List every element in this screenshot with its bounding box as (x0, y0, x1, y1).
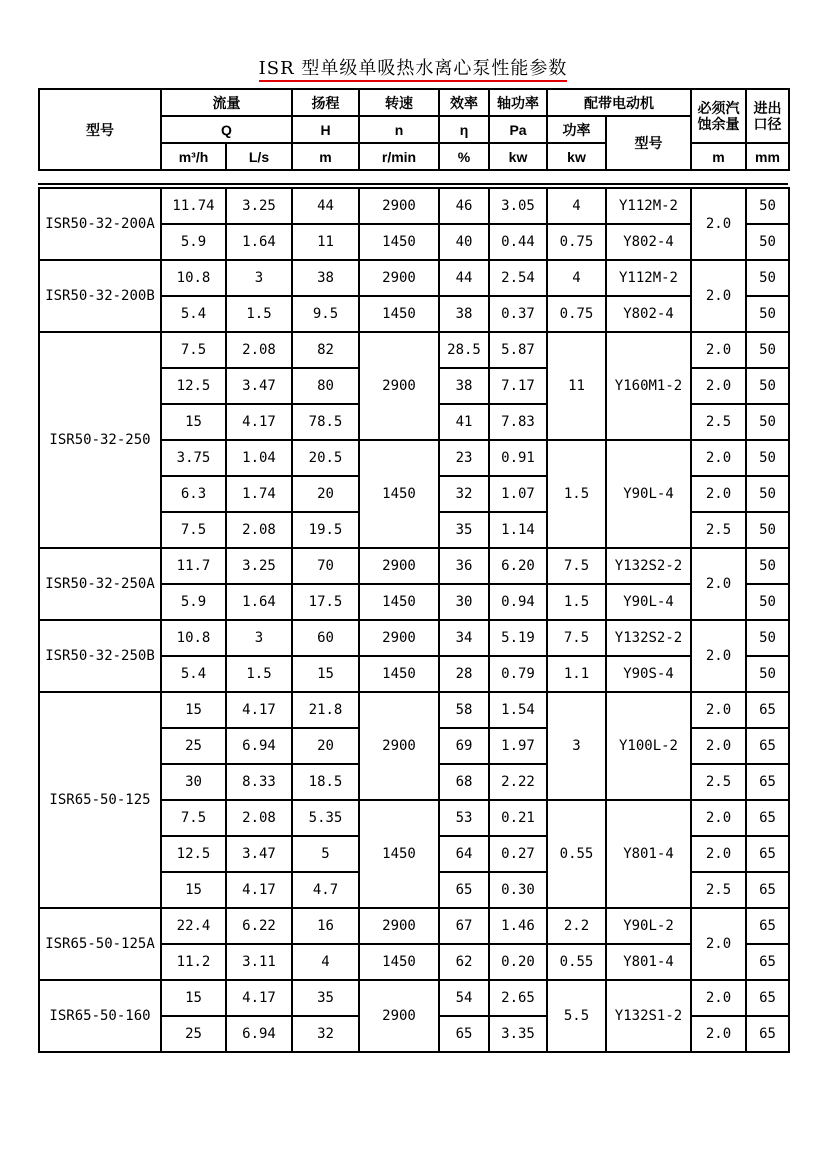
data-cell: 12.5 (161, 368, 226, 404)
data-cell: 1450 (359, 656, 439, 692)
data-cell: 4 (547, 188, 606, 224)
data-cell: 41 (439, 404, 489, 440)
data-cell: 1.1 (547, 656, 606, 692)
data-cell: 10.8 (161, 620, 226, 656)
data-cell: 0.30 (489, 872, 547, 908)
data-cell: 0.94 (489, 584, 547, 620)
data-cell: 5.9 (161, 224, 226, 260)
data-cell: 2.22 (489, 764, 547, 800)
data-cell: 17.5 (292, 584, 359, 620)
pump-model-cell: ISR50-32-200B (39, 260, 161, 332)
data-cell: 34 (439, 620, 489, 656)
data-cell: Y112M-2 (606, 260, 691, 296)
data-cell: 6.94 (226, 1016, 292, 1052)
data-cell: 1.5 (547, 584, 606, 620)
data-cell: 1.14 (489, 512, 547, 548)
data-cell: 0.20 (489, 944, 547, 980)
data-cell: 2900 (359, 548, 439, 584)
data-cell: 5.9 (161, 584, 226, 620)
data-cell: 50 (746, 188, 789, 224)
table-row (39, 260, 789, 296)
data-cell: 2.0 (691, 332, 746, 368)
data-cell: 15 (161, 404, 226, 440)
data-cell: 2.0 (691, 260, 746, 332)
data-cell: 20.5 (292, 440, 359, 476)
data-cell: 38 (292, 260, 359, 296)
data-cell: 3.75 (161, 440, 226, 476)
data-cell: 5.19 (489, 620, 547, 656)
data-cell: 65 (746, 800, 789, 836)
data-cell: Y160M1-2 (606, 332, 691, 440)
pump-model-cell: ISR50-32-200A (39, 188, 161, 260)
table-row (39, 620, 789, 656)
data-cell: 2.08 (226, 512, 292, 548)
data-cell: 44 (292, 188, 359, 224)
data-cell: 28.5 (439, 332, 489, 368)
data-cell: 2.08 (226, 332, 292, 368)
data-cell: 23 (439, 440, 489, 476)
symbol-shaft-pa: Pa (489, 116, 547, 143)
data-table (38, 187, 790, 1053)
data-cell: 2.0 (691, 728, 746, 764)
data-cell: 25 (161, 1016, 226, 1052)
col-header-shaft-power: 轴功率 (489, 89, 547, 116)
data-cell: 7.5 (547, 548, 606, 584)
data-cell: 65 (746, 692, 789, 728)
data-cell: 11 (547, 332, 606, 440)
data-cell: 1.5 (547, 440, 606, 548)
data-cell: Y90L-2 (606, 908, 691, 944)
data-cell: 4 (292, 944, 359, 980)
data-cell: 8.33 (226, 764, 292, 800)
data-cell: 32 (439, 476, 489, 512)
data-cell: 65 (746, 872, 789, 908)
data-cell: 0.91 (489, 440, 547, 476)
data-cell: 65 (746, 908, 789, 944)
data-cell: 15 (161, 872, 226, 908)
data-cell: 1.07 (489, 476, 547, 512)
data-cell: 65 (746, 944, 789, 980)
data-cell: 3.47 (226, 836, 292, 872)
data-cell: 0.55 (547, 944, 606, 980)
data-cell: 2900 (359, 620, 439, 656)
data-cell: 5.4 (161, 656, 226, 692)
data-cell: 50 (746, 440, 789, 476)
data-cell: 2900 (359, 908, 439, 944)
diameter-label-line1: 进出 (753, 100, 782, 116)
unit-rmin: r/min (359, 143, 439, 170)
data-cell: 19.5 (292, 512, 359, 548)
unit-percent: % (439, 143, 489, 170)
data-cell: 1.64 (226, 584, 292, 620)
data-cell: 70 (292, 548, 359, 584)
data-cell: Y132S1-2 (606, 980, 691, 1052)
unit-npsh-m: m (691, 143, 746, 170)
pump-model-cell: ISR50-32-250 (39, 332, 161, 548)
data-cell: 6.3 (161, 476, 226, 512)
symbol-speed-n: n (359, 116, 439, 143)
data-cell: 65 (746, 1016, 789, 1052)
pump-model-cell: ISR65-50-160 (39, 980, 161, 1052)
symbol-head-h: H (292, 116, 359, 143)
data-cell: 62 (439, 944, 489, 980)
data-cell: 30 (439, 584, 489, 620)
data-cell: 5.35 (292, 800, 359, 836)
data-cell: 2.5 (691, 872, 746, 908)
unit-mm: mm (746, 143, 789, 170)
data-cell: 20 (292, 728, 359, 764)
npsh-label-line2: 蚀余量 (697, 116, 740, 132)
data-cell: 7.5 (161, 332, 226, 368)
data-cell: 3.35 (489, 1016, 547, 1052)
data-cell: 50 (746, 548, 789, 584)
data-cell: 2.0 (691, 1016, 746, 1052)
data-cell: Y132S2-2 (606, 620, 691, 656)
symbol-flow-q: Q (161, 116, 292, 143)
data-cell: 18.5 (292, 764, 359, 800)
col-header-head: 扬程 (292, 89, 359, 116)
col-header-diameter (746, 89, 789, 143)
data-cell: 65 (746, 728, 789, 764)
data-cell: 20 (292, 476, 359, 512)
data-cell: 16 (292, 908, 359, 944)
data-cell: 2.0 (691, 476, 746, 512)
data-cell: 2.54 (489, 260, 547, 296)
data-cell: Y801-4 (606, 800, 691, 908)
pump-model-cell: ISR65-50-125A (39, 908, 161, 980)
data-cell: 1450 (359, 224, 439, 260)
col-header-flow: 流量 (161, 89, 292, 116)
data-cell: 2900 (359, 332, 439, 440)
data-cell: 35 (439, 512, 489, 548)
data-cell: 0.75 (547, 224, 606, 260)
data-cell: 50 (746, 584, 789, 620)
data-cell: 1450 (359, 440, 439, 548)
table-row (39, 332, 789, 368)
data-cell: 22.4 (161, 908, 226, 944)
data-cell: 2900 (359, 188, 439, 224)
data-cell: 4.7 (292, 872, 359, 908)
header-table (38, 88, 790, 171)
data-cell: Y90S-4 (606, 656, 691, 692)
motor-power-label: 功率 (547, 116, 606, 143)
data-cell: 1.5 (226, 296, 292, 332)
data-cell: 1450 (359, 296, 439, 332)
data-cell: 32 (292, 1016, 359, 1052)
data-cell: 5.5 (547, 980, 606, 1052)
page-title (38, 58, 788, 80)
data-cell: 4.17 (226, 980, 292, 1016)
data-cell: 65 (439, 872, 489, 908)
data-cell: 0.75 (547, 296, 606, 332)
data-cell: Y132S2-2 (606, 548, 691, 584)
data-cell: 11 (292, 224, 359, 260)
data-cell: 3.25 (226, 548, 292, 584)
data-cell: 0.21 (489, 800, 547, 836)
col-header-motor: 配带电动机 (547, 89, 691, 116)
data-cell: 15 (161, 692, 226, 728)
data-cell: 35 (292, 980, 359, 1016)
data-cell: 65 (746, 836, 789, 872)
data-cell: 2.0 (691, 800, 746, 836)
data-cell: 6.94 (226, 728, 292, 764)
data-cell: 15 (292, 656, 359, 692)
data-cell: 11.7 (161, 548, 226, 584)
data-cell: 36 (439, 548, 489, 584)
data-cell: 3 (226, 620, 292, 656)
data-cell: 1450 (359, 944, 439, 980)
data-cell: 46 (439, 188, 489, 224)
pump-model-cell: ISR65-50-125 (39, 692, 161, 908)
data-cell: Y90L-4 (606, 584, 691, 620)
data-cell: 1.64 (226, 224, 292, 260)
data-cell: 3.05 (489, 188, 547, 224)
data-cell: 44 (439, 260, 489, 296)
data-cell: 40 (439, 224, 489, 260)
data-cell: 3.11 (226, 944, 292, 980)
data-cell: 7.83 (489, 404, 547, 440)
data-cell: 65 (746, 980, 789, 1016)
unit-m3h: m³/h (161, 143, 226, 170)
data-cell: 1.46 (489, 908, 547, 944)
data-cell: 0.27 (489, 836, 547, 872)
unit-ls: L/s (226, 143, 292, 170)
data-cell: 6.20 (489, 548, 547, 584)
table-row (39, 908, 789, 944)
data-cell: 10.8 (161, 260, 226, 296)
data-cell: 7.17 (489, 368, 547, 404)
data-cell: Y90L-4 (606, 440, 691, 548)
data-cell: 2.0 (691, 368, 746, 404)
data-cell: 7.5 (161, 512, 226, 548)
data-cell: 4 (547, 260, 606, 296)
data-cell: 50 (746, 332, 789, 368)
data-cell: 2.0 (691, 548, 746, 620)
data-cell: 1.5 (226, 656, 292, 692)
data-cell: 2.0 (691, 908, 746, 980)
unit-kw-shaft: kw (489, 143, 547, 170)
data-cell: 5.4 (161, 296, 226, 332)
symbol-efficiency-eta: η (439, 116, 489, 143)
npsh-label-line1: 必须汽 (697, 100, 740, 116)
data-cell: 50 (746, 476, 789, 512)
data-cell: 50 (746, 620, 789, 656)
data-cell: 0.55 (547, 800, 606, 908)
data-cell: 25 (161, 728, 226, 764)
data-cell: 2.0 (691, 692, 746, 728)
col-header-model: 型号 (39, 89, 161, 170)
data-cell: 1.54 (489, 692, 547, 728)
data-cell: 9.5 (292, 296, 359, 332)
data-cell: 82 (292, 332, 359, 368)
data-cell: 15 (161, 980, 226, 1016)
unit-kw-motor: kw (547, 143, 606, 170)
pump-model-cell: ISR50-32-250A (39, 548, 161, 620)
col-header-efficiency: 效率 (439, 89, 489, 116)
data-cell: 2900 (359, 692, 439, 800)
data-cell: 2900 (359, 260, 439, 296)
data-cell: 11.2 (161, 944, 226, 980)
data-cell: 2.5 (691, 764, 746, 800)
data-cell: 2.0 (691, 836, 746, 872)
data-cell: 60 (292, 620, 359, 656)
col-header-npsh (691, 89, 746, 143)
table-separator-rule (38, 183, 788, 185)
data-cell: 3 (547, 692, 606, 800)
data-cell: Y802-4 (606, 296, 691, 332)
data-cell: 38 (439, 296, 489, 332)
data-cell: 64 (439, 836, 489, 872)
page-title-text: ISR 型单级单吸热水离心泵性能参数 (259, 58, 568, 82)
data-cell: 4.17 (226, 692, 292, 728)
data-cell: 2.5 (691, 512, 746, 548)
data-cell: 3.25 (226, 188, 292, 224)
pump-model-cell: ISR50-32-250B (39, 620, 161, 692)
data-cell: 1.04 (226, 440, 292, 476)
data-cell: 50 (746, 656, 789, 692)
data-cell: 28 (439, 656, 489, 692)
data-cell: 2.0 (691, 440, 746, 476)
data-cell: 2900 (359, 980, 439, 1052)
data-cell: 30 (161, 764, 226, 800)
data-cell: Y100L-2 (606, 692, 691, 800)
data-cell: 0.79 (489, 656, 547, 692)
data-cell: 0.44 (489, 224, 547, 260)
table-row (39, 980, 789, 1016)
data-cell: 7.5 (547, 620, 606, 656)
data-cell: Y802-4 (606, 224, 691, 260)
col-header-speed: 转速 (359, 89, 439, 116)
data-cell: 58 (439, 692, 489, 728)
data-cell: 1.74 (226, 476, 292, 512)
table-row (39, 548, 789, 584)
data-cell: 38 (439, 368, 489, 404)
data-cell: 50 (746, 296, 789, 332)
data-cell: 21.8 (292, 692, 359, 728)
data-cell: 50 (746, 512, 789, 548)
data-cell: 65 (439, 1016, 489, 1052)
data-cell: 2.65 (489, 980, 547, 1016)
data-cell: 65 (746, 764, 789, 800)
data-cell: 78.5 (292, 404, 359, 440)
data-cell: 50 (746, 224, 789, 260)
data-cell: 53 (439, 800, 489, 836)
data-cell: 1.97 (489, 728, 547, 764)
data-cell: 4.17 (226, 404, 292, 440)
motor-model-label: 型号 (606, 116, 691, 170)
data-cell: 2.2 (547, 908, 606, 944)
data-cell: 11.74 (161, 188, 226, 224)
data-cell: 1450 (359, 800, 439, 908)
diameter-label-line2: 口径 (753, 116, 782, 132)
data-cell: 67 (439, 908, 489, 944)
data-cell: 50 (746, 404, 789, 440)
data-cell: 0.37 (489, 296, 547, 332)
data-cell: 5.87 (489, 332, 547, 368)
data-cell: 2.5 (691, 404, 746, 440)
data-cell: 3.47 (226, 368, 292, 404)
table-row (39, 692, 789, 728)
data-cell: 69 (439, 728, 489, 764)
data-cell: 2.0 (691, 188, 746, 260)
table-row (39, 188, 789, 224)
data-cell: 54 (439, 980, 489, 1016)
data-cell: 2.0 (691, 980, 746, 1016)
data-cell: Y801-4 (606, 944, 691, 980)
data-cell: 2.0 (691, 620, 746, 692)
data-cell: 6.22 (226, 908, 292, 944)
data-cell: 7.5 (161, 800, 226, 836)
unit-m: m (292, 143, 359, 170)
data-cell: 50 (746, 368, 789, 404)
data-cell: 80 (292, 368, 359, 404)
data-cell: 50 (746, 260, 789, 296)
data-cell: Y112M-2 (606, 188, 691, 224)
header-row-1 (39, 89, 789, 116)
data-cell: 3 (226, 260, 292, 296)
data-cell: 2.08 (226, 800, 292, 836)
data-cell: 4.17 (226, 872, 292, 908)
data-cell: 12.5 (161, 836, 226, 872)
data-cell: 5 (292, 836, 359, 872)
data-cell: 68 (439, 764, 489, 800)
data-cell: 1450 (359, 584, 439, 620)
